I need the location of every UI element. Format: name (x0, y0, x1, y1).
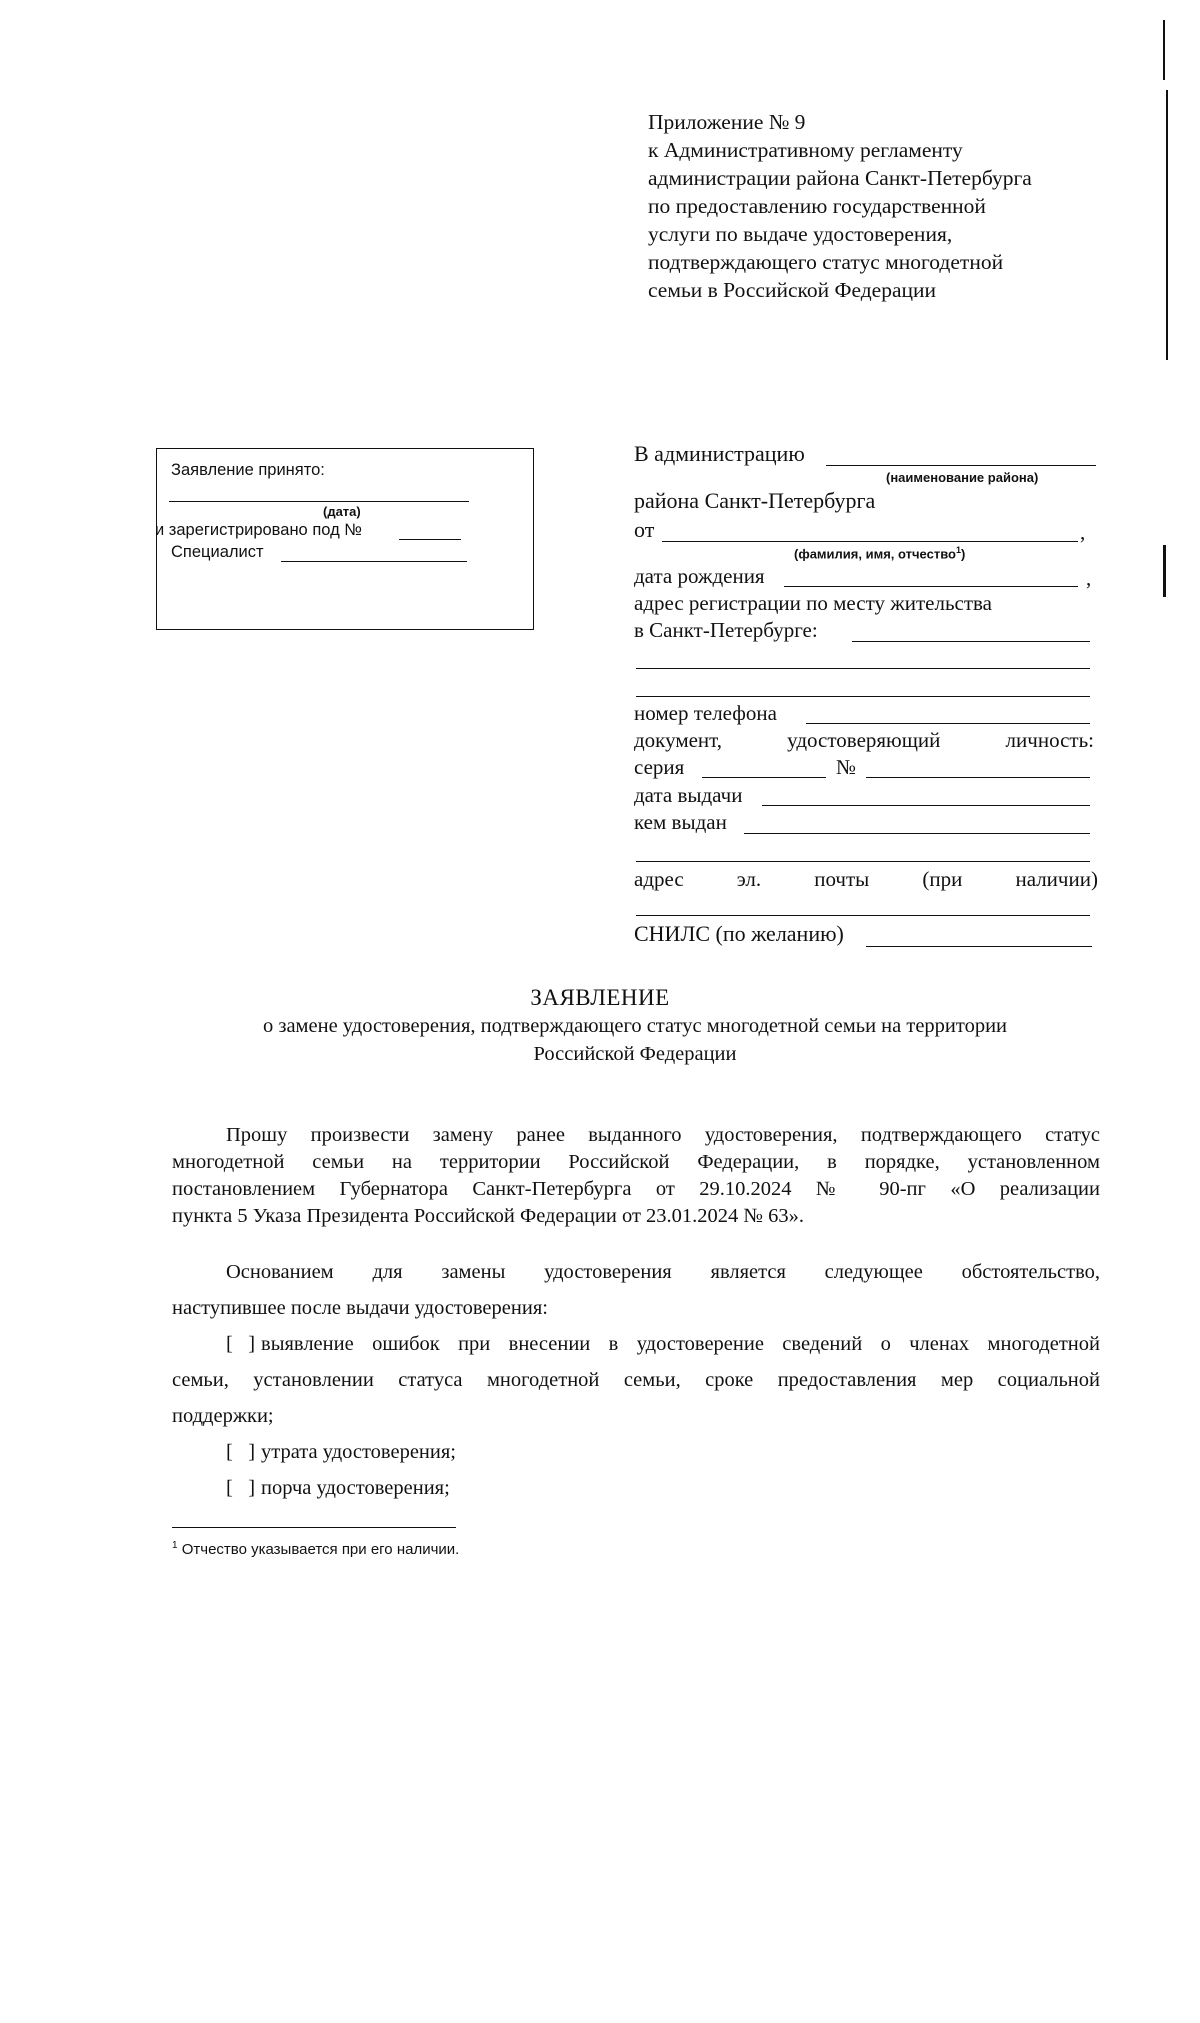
specialist-label: Специалист (171, 543, 264, 561)
option-lost (226, 1439, 1100, 1466)
id-doc-word: личность: (1005, 728, 1094, 752)
district-caption: (наименование района) (886, 470, 1039, 485)
fio-caption-close: ) (960, 546, 966, 562)
email-word: почты (814, 867, 870, 891)
id-doc-word: документ, (634, 728, 723, 752)
footnote-separator (172, 1527, 456, 1528)
issued-by-label: кем выдан (634, 810, 727, 834)
option-checkbox[interactable]: [ ] (226, 1477, 256, 1499)
issue-date-line[interactable] (762, 805, 1090, 806)
issued-by-line-2[interactable] (636, 861, 1090, 862)
option-damaged (226, 1475, 1100, 1502)
registered-label: и зарегистрировано под № (155, 521, 362, 539)
in-spb-label: в Санкт-Петербурге: (634, 618, 818, 642)
registration-number-line[interactable] (399, 539, 461, 540)
series-label: серия (634, 755, 685, 779)
phone-label: номер телефона (634, 701, 777, 725)
district-spb-label: района Санкт-Петербурга (634, 488, 876, 513)
option-text: утрата удостоверения; (261, 1441, 457, 1463)
email-word: адрес (634, 867, 684, 891)
snils-line[interactable] (866, 946, 1092, 947)
doc-number-line[interactable] (866, 777, 1090, 778)
birth-date-line[interactable] (784, 586, 1078, 587)
footnote-text: Отчество указывается при его наличии. (181, 1541, 460, 1558)
issued-by-line[interactable] (744, 833, 1090, 834)
option-text: выявление ошибок при внесении в удостоверение сведений о членах многодетной (261, 1333, 1100, 1355)
id-doc-word: удостоверяющий (787, 728, 941, 752)
number-label: № (836, 755, 857, 779)
fio-caption (794, 545, 965, 561)
fio-caption-text: (фамилия, имя, отчество (794, 546, 956, 562)
option-errors (226, 1331, 1100, 1358)
document-subtitle: Российской Федерации (533, 1043, 737, 1065)
basis-line: наступившее после выдачи удостоверения: (172, 1297, 548, 1319)
option-checkbox[interactable]: [ ] (226, 1441, 256, 1463)
annex-line: услуги по выдаче удостоверения, (648, 222, 953, 246)
annex-line: семьи в Российской Федерации (648, 278, 937, 302)
fio-footnote-mark: 1 (955, 545, 961, 555)
district-name-line[interactable] (826, 465, 1096, 466)
annex-block (648, 108, 1032, 304)
footnote-mark: 1 (172, 1540, 178, 1551)
annex-line: Приложение № 9 (648, 110, 806, 134)
request-line: пункта 5 Указа Президента Российской Федерации от 23.01.2024 № 63». (172, 1205, 804, 1227)
option-checkbox[interactable]: [ ] (226, 1333, 256, 1355)
address-line-2[interactable] (636, 668, 1090, 669)
registration-box (156, 448, 534, 630)
email-word: эл. (736, 867, 762, 891)
snils-label: СНИЛС (по желанию) (634, 921, 844, 946)
id-doc-label (634, 726, 1094, 754)
specialist-line[interactable] (281, 561, 467, 562)
basis-line: Основанием для замены удостоверения является следующее обстоятельство, (226, 1261, 1100, 1283)
annex-line: подтверждающего статус многодетной (648, 250, 1004, 274)
option-text: семьи, установлении статуса многодетной семьи, сроке предоставления мер социальной (172, 1369, 1100, 1391)
accepted-label: Заявление принято: (171, 461, 325, 479)
comma: , (1080, 520, 1086, 544)
option-text: порча удостоверения; (261, 1477, 450, 1499)
request-line: постановлением Губернатора Санкт-Петербурга от 29.10.2024 № 90-пг «О реализации (172, 1178, 1100, 1200)
issue-date-label: дата выдачи (634, 783, 743, 807)
email-word: (при (922, 867, 963, 891)
series-line[interactable] (702, 777, 826, 778)
document-subtitle: о замене удостоверения, подтверждающего статус многодетной семьи на территории (262, 1015, 1008, 1037)
from-label: от (634, 517, 655, 542)
address-line-1[interactable] (852, 641, 1090, 642)
annex-line: по предоставлению государственной (648, 194, 986, 218)
reg-address-label: адрес регистрации по месту жительства (634, 591, 992, 615)
email-label (634, 865, 1098, 893)
date-caption: (дата) (323, 504, 361, 519)
request-line: Прошу произвести замену ранее выданного удостоверения, подтверждающего статус (226, 1124, 1100, 1146)
comma: , (1086, 566, 1092, 590)
phone-line[interactable] (806, 723, 1090, 724)
footnote (172, 1540, 459, 1558)
document-title: ЗАЯВЛЕНИЕ (530, 985, 670, 1010)
fio-line[interactable] (662, 541, 1078, 542)
annex-line: к Административному регламенту (648, 138, 963, 162)
scan-artifact (1163, 20, 1165, 80)
scan-artifact (1163, 545, 1166, 597)
address-line-3[interactable] (636, 696, 1090, 697)
annex-line: администрации района Санкт-Петербурга (648, 166, 1032, 190)
birth-date-label: дата рождения (634, 564, 765, 588)
email-word: наличии) (1015, 867, 1098, 891)
to-admin-label: В администрацию (634, 441, 805, 466)
email-line[interactable] (636, 915, 1090, 916)
option-text: поддержки; (172, 1405, 274, 1427)
request-line: многодетной семьи на территории Российской Федерации, в порядке, установленном (172, 1151, 1100, 1173)
date-field-line[interactable] (169, 501, 469, 502)
scan-artifact (1166, 90, 1168, 360)
